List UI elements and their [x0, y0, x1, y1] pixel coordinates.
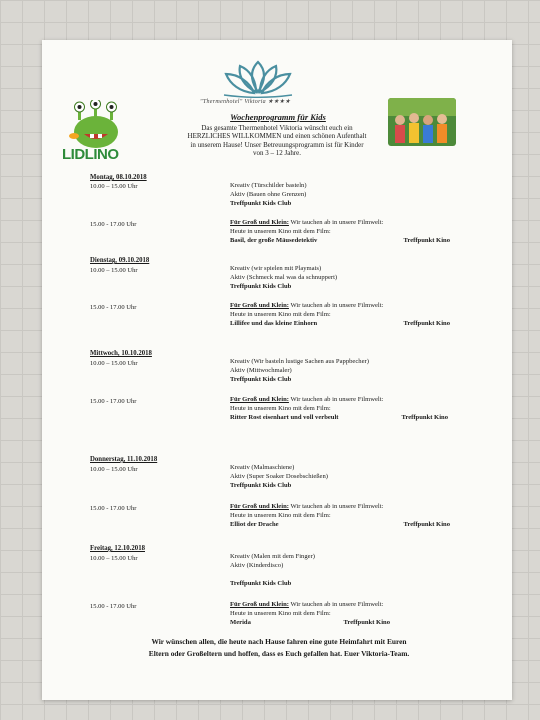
activity-line: Kreativ (Türschilder basteln): [230, 182, 307, 189]
meeting-point: Treffpunkt Kids Club: [230, 283, 292, 290]
film-meeting-point: Treffpunkt Kino: [403, 521, 450, 528]
meeting-point: Treffpunkt Kids Club: [230, 482, 292, 489]
day-heading: Freitag, 12.10.2018: [90, 545, 145, 552]
afternoon-time: 15.00 - 17.00 Uhr: [90, 398, 137, 405]
morning-activities: [230, 181, 307, 208]
program-sheet: [42, 40, 512, 700]
film-title: Merida: [230, 619, 251, 626]
activity-line: Aktiv (Mittwochmaler): [230, 367, 292, 374]
afternoon-heading: Für Groß und Klein:: [230, 396, 289, 403]
closing-line: Eltern oder Großeltern und hoffen, dass es Euch gefallen hat. Euer Viktoria-Team.: [148, 649, 410, 658]
intro-line: Das gesamte Thermenhotel Viktoria wünscht euch ein: [201, 124, 353, 132]
film-meeting-point: Treffpunkt Kino: [403, 237, 450, 244]
afternoon-line: Heute in unserem Kino mit dem Film:: [230, 405, 331, 412]
hotel-name: "Thermenhotel" Viktoria ★★★★: [200, 99, 291, 105]
afternoon-line: Heute in unserem Kino mit dem Film:: [230, 228, 331, 235]
lotus-logo-icon: [210, 58, 306, 100]
meeting-point: Treffpunkt Kids Club: [230, 376, 292, 383]
intro-line: HERZLICHES WILLKOMMEN und einen schönen Aufenthalt: [187, 132, 367, 141]
activity-line: Aktiv (Kinderdisco): [230, 562, 284, 569]
afternoon-time: 15.00 - 17.00 Uhr: [90, 304, 137, 311]
film-title: Basil, der große Mäusedetektiv: [230, 237, 318, 244]
morning-activities: [230, 463, 328, 490]
activity-line: Aktiv (Super Soaker Dosebschießen): [230, 473, 328, 480]
afternoon-line: Heute in unserem Kino mit dem Film:: [230, 512, 331, 519]
afternoon-heading: Für Groß und Klein:: [230, 601, 289, 608]
afternoon-text: Wir tauchen ab in unsere Filmwelt:: [288, 396, 384, 403]
afternoon-activities: [230, 301, 450, 328]
intro-text: [142, 124, 412, 158]
film-meeting-point: Treffpunkt Kino: [343, 619, 390, 626]
afternoon-activities: [230, 218, 450, 245]
afternoon-text: Wir tauchen ab in unsere Filmwelt:: [288, 219, 384, 226]
afternoon-heading: Für Groß und Klein:: [230, 219, 289, 226]
kids-logo-text: LIDLINO: [62, 146, 119, 163]
morning-activities: [230, 264, 337, 291]
activity-line: Kreativ (Malen mit dem Finger): [230, 553, 315, 560]
day-heading: Montag, 08.10.2018: [90, 174, 147, 181]
afternoon-activities: [230, 395, 448, 422]
closing-line: Wir wünschen allen, die heute nach Hause fahren eine gute Heimfahrt mit Euren: [151, 637, 407, 646]
intro-line: in unserem Hause! Unser Betreuungsprogramm ist für Kinder: [190, 140, 364, 149]
page-title: Wochenprogramm für Kids: [230, 112, 326, 122]
morning-time: 10.00 – 15.00 Uhr: [90, 466, 138, 473]
film-title: Lillifee und das kleine Einhorn: [230, 320, 318, 327]
afternoon-time: 15.00 - 17.00 Uhr: [90, 221, 137, 228]
intro-line: von 3 – 12 Jahre.: [252, 149, 302, 158]
activity-line: Kreativ (Malmaschiene): [230, 464, 295, 471]
afternoon-heading: Für Groß und Klein:: [230, 503, 289, 510]
day-heading: Mittwoch, 10.10.2018: [90, 350, 152, 357]
kids-club-logo: [60, 100, 130, 166]
activity-line: Kreativ (wir spielen mit Playmais): [230, 265, 322, 272]
morning-activities: [230, 552, 315, 588]
activity-line: Aktiv (Schmeck mal was da schnuppert): [230, 274, 338, 281]
afternoon-text: Wir tauchen ab in unsere Filmwelt:: [288, 503, 384, 510]
film-meeting-point: Treffpunkt Kino: [403, 320, 450, 327]
day-heading: Donnerstag, 11.10.2018: [90, 456, 158, 463]
morning-time: 10.00 – 15.00 Uhr: [90, 267, 138, 274]
afternoon-activities: [230, 600, 390, 627]
afternoon-line: Heute in unserem Kino mit dem Film:: [230, 311, 331, 318]
afternoon-time: 15.00 - 17.00 Uhr: [90, 505, 137, 512]
film-meeting-point: Treffpunkt Kino: [401, 414, 448, 421]
day-heading: Dienstag, 09.10.2018: [90, 257, 150, 264]
closing-message: [94, 636, 464, 660]
morning-time: 10.00 – 15.00 Uhr: [90, 555, 138, 562]
meeting-point: Treffpunkt Kids Club: [230, 580, 292, 587]
morning-time: 10.00 – 15.00 Uhr: [90, 183, 138, 190]
afternoon-text: Wir tauchen ab in unsere Filmwelt:: [288, 601, 384, 608]
film-title: Elliot der Drache: [230, 521, 279, 528]
meeting-point: Treffpunkt Kids Club: [230, 200, 292, 207]
afternoon-line: Heute in unserem Kino mit dem Film:: [230, 610, 331, 617]
film-title: Ritter Rost eisenhart und voll verbeult: [230, 414, 339, 421]
morning-activities: [230, 357, 369, 384]
afternoon-heading: Für Groß und Klein:: [230, 302, 289, 309]
afternoon-text: Wir tauchen ab in unsere Filmwelt:: [288, 302, 384, 309]
morning-time: 10.00 – 15.00 Uhr: [90, 360, 138, 367]
monster-mascot-icon: [60, 100, 130, 150]
afternoon-time: 15.00 - 17.00 Uhr: [90, 603, 137, 610]
activity-line: Aktiv (Bauen ohne Grenzen): [230, 191, 307, 198]
activity-line: Kreativ (Wir basteln lustige Sachen aus Pappbecher): [230, 358, 369, 365]
afternoon-activities: [230, 502, 450, 529]
